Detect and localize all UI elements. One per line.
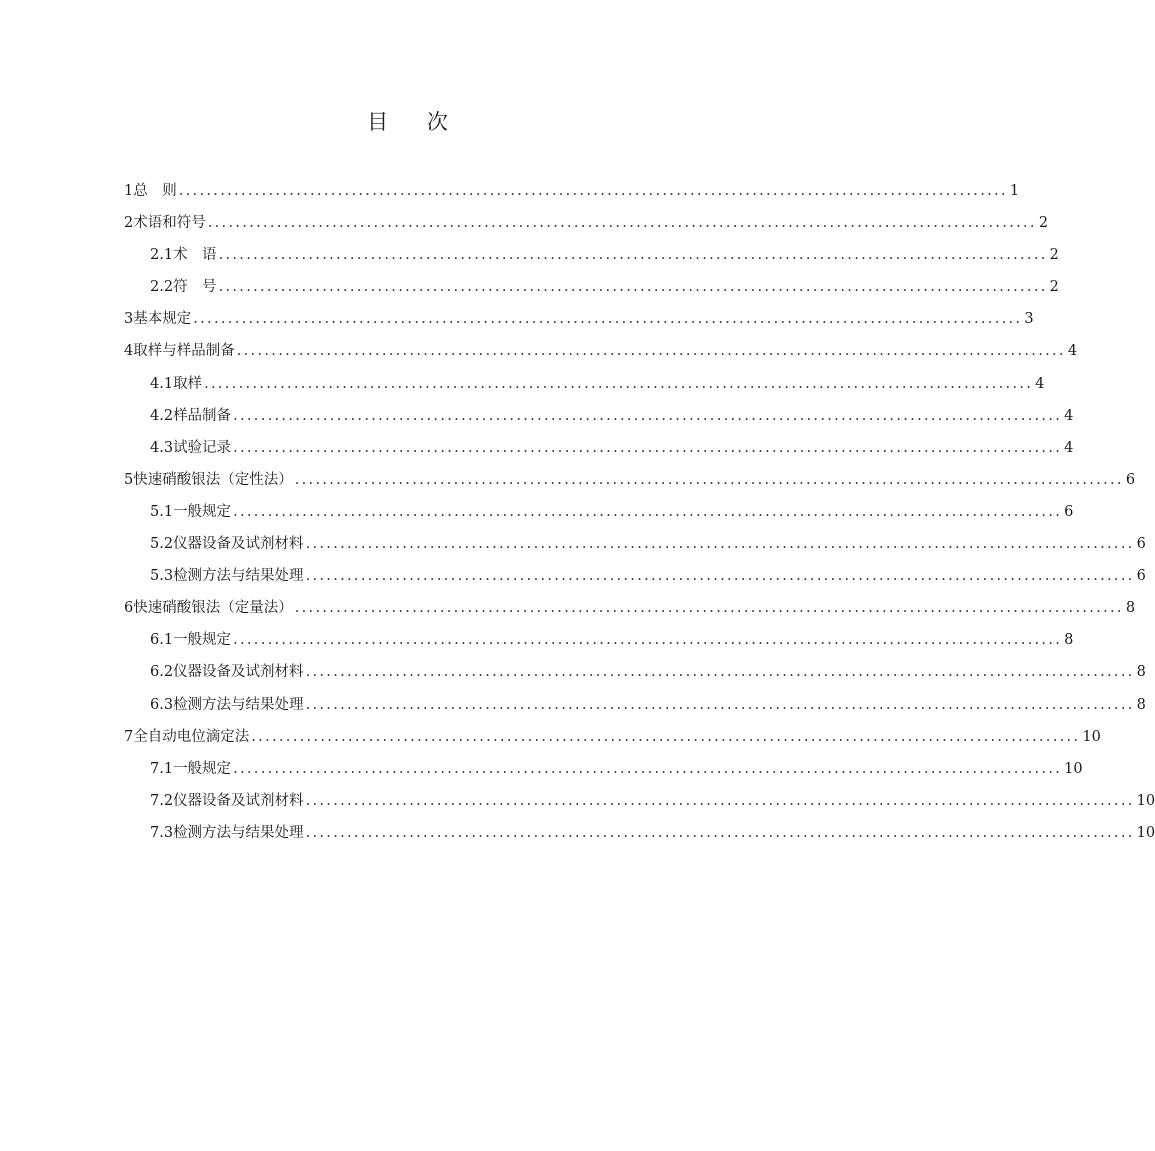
toc-entry-label: 符 号	[173, 279, 217, 296]
toc-entry-number: 4.2	[150, 407, 174, 424]
toc-leader-dots: ........................................................................................................................	[305, 664, 1135, 681]
toc-entry-number: 4	[124, 343, 134, 360]
toc-leader-dots: ........................................................................................................................	[305, 568, 1135, 585]
toc-entry-number: 7.3	[150, 824, 174, 841]
toc-leader-dots: ........................................................................................................................	[305, 792, 1135, 809]
toc-entry-page: 6	[1125, 471, 1136, 488]
toc-entry-number: 6.1	[150, 632, 174, 649]
toc-leader-dots: ........................................................................................................................	[305, 696, 1135, 713]
toc-entry-label: 术 语	[173, 247, 217, 264]
toc-entry[interactable]	[124, 303, 1034, 335]
toc-entry-number: 7.1	[150, 760, 174, 777]
toc-entry[interactable]	[124, 175, 1020, 207]
toc-leader-dots: ........................................................................................................................	[233, 760, 1063, 777]
toc-leader-dots: ........................................................................................................................	[233, 407, 1063, 424]
toc-entry-page: 8	[1136, 664, 1146, 681]
toc-leader-dots: ........................................................................................................................	[251, 728, 1081, 745]
toc-leader-dots: ........................................................................................................................	[193, 311, 1023, 328]
toc-entry-label: 检测方法与结果处理	[173, 824, 304, 841]
toc-entry[interactable]	[124, 753, 1083, 785]
toc-entry-number: 4.1	[150, 375, 174, 392]
toc-entry-label: 快速硝酸银法（定量法）	[133, 600, 293, 617]
table-of-contents	[124, 175, 1155, 849]
toc-entry-label: 一般规定	[173, 632, 232, 649]
toc-entry-page: 6	[1136, 568, 1146, 585]
toc-leader-dots: ........................................................................................................................	[233, 439, 1063, 456]
toc-entry[interactable]	[124, 432, 1074, 464]
toc-leader-dots: ........................................................................................................................	[218, 279, 1048, 296]
toc-entry[interactable]	[124, 592, 1136, 624]
toc-entry-page: 10	[1082, 728, 1101, 745]
toc-entry-page: 3	[1024, 311, 1034, 328]
toc-entry-number: 5	[124, 471, 134, 488]
toc-entry-page: 6	[1136, 536, 1146, 553]
toc-entry-number: 1	[124, 183, 134, 199]
toc-entry[interactable]	[124, 464, 1136, 496]
toc-entry-label: 取样	[173, 375, 203, 392]
toc-entry-label: 快速硝酸银法（定性法）	[133, 471, 293, 488]
toc-leader-dots: ........................................................................................................................	[207, 215, 1037, 232]
toc-entry-number: 5.3	[150, 568, 174, 585]
toc-entry-number: 2.2	[150, 279, 174, 296]
toc-entry[interactable]	[124, 271, 1059, 303]
toc-leader-dots: ........................................................................................................................	[204, 375, 1034, 392]
toc-entry-page: 2	[1049, 247, 1059, 264]
toc-leader-dots: ........................................................................................................................	[305, 824, 1135, 841]
toc-entry-number: 4.3	[150, 439, 174, 456]
toc-entry-label: 术语和符号	[133, 215, 206, 232]
toc-entry[interactable]	[124, 560, 1146, 592]
toc-entry-label: 仪器设备及试剂材料	[173, 792, 304, 809]
toc-entry-page: 8	[1064, 632, 1074, 649]
page-title: 目 次	[367, 110, 464, 134]
toc-entry-label: 检测方法与结果处理	[173, 696, 304, 713]
toc-entry[interactable]	[124, 785, 1155, 817]
toc-entry-page: 4	[1035, 375, 1045, 392]
toc-entry[interactable]	[124, 496, 1074, 528]
toc-entry-label: 样品制备	[173, 407, 232, 424]
toc-entry[interactable]	[124, 817, 1155, 849]
toc-entry-label: 基本规定	[133, 311, 192, 328]
toc-entry[interactable]	[124, 400, 1074, 432]
toc-leader-dots: ........................................................................................................................	[178, 183, 1008, 199]
toc-entry-number: 5.1	[150, 503, 174, 520]
toc-entry-page: 6	[1064, 503, 1074, 520]
toc-leader-dots: ........................................................................................................................	[233, 503, 1063, 520]
toc-entry-label: 一般规定	[173, 760, 232, 777]
toc-entry-label: 仪器设备及试剂材料	[173, 536, 304, 553]
toc-entry-label: 检测方法与结果处理	[173, 568, 304, 585]
toc-entry[interactable]	[124, 656, 1146, 688]
toc-entry-number: 6.3	[150, 696, 174, 713]
toc-entry-label: 试验记录	[173, 439, 232, 456]
toc-entry-number: 6	[124, 600, 134, 617]
toc-entry-label: 全自动电位滴定法	[133, 728, 250, 745]
toc-entry-number: 3	[124, 311, 134, 328]
toc-entry[interactable]	[124, 239, 1059, 271]
toc-entry[interactable]	[124, 721, 1101, 753]
toc-leader-dots: ........................................................................................................................	[294, 471, 1124, 488]
toc-entry[interactable]	[124, 368, 1045, 400]
toc-entry-number: 2.1	[150, 247, 174, 264]
toc-entry-label: 取样与样品制备	[133, 343, 235, 360]
toc-entry[interactable]	[124, 689, 1146, 721]
toc-entry-page: 10	[1136, 792, 1155, 809]
toc-leader-dots: ........................................................................................................................	[233, 632, 1063, 649]
toc-entry[interactable]	[124, 207, 1049, 239]
toc-entry[interactable]	[124, 528, 1146, 560]
toc-leader-dots: ........................................................................................................................	[294, 600, 1124, 617]
toc-entry-number: 2	[124, 215, 134, 232]
toc-entry-page: 10	[1064, 760, 1083, 777]
toc-entry-number: 6.2	[150, 664, 174, 681]
toc-entry-page: 2	[1049, 279, 1059, 296]
toc-entry-page: 4	[1064, 407, 1074, 424]
toc-entry-page: 2	[1038, 215, 1049, 232]
toc-entry[interactable]	[124, 335, 1078, 367]
toc-entry-page: 8	[1125, 600, 1136, 617]
toc-leader-dots: ........................................................................................................................	[305, 536, 1135, 553]
toc-leader-dots: ........................................................................................................................	[236, 343, 1066, 360]
toc-entry-page: 1	[1009, 183, 1020, 199]
toc-entry-label: 仪器设备及试剂材料	[173, 664, 304, 681]
toc-leader-dots: ........................................................................................................................	[218, 247, 1048, 264]
toc-entry-page: 8	[1136, 696, 1146, 713]
toc-entry-page: 4	[1064, 439, 1074, 456]
toc-entry-page: 10	[1136, 824, 1155, 841]
toc-entry-number: 7	[124, 728, 134, 745]
toc-entry-number: 7.2	[150, 792, 174, 809]
toc-entry-label: 一般规定	[173, 503, 232, 520]
toc-entry-number: 5.2	[150, 536, 174, 553]
toc-entry-page: 4	[1067, 343, 1078, 360]
toc-entry[interactable]	[124, 624, 1074, 656]
toc-entry-label: 总 则	[133, 183, 177, 199]
